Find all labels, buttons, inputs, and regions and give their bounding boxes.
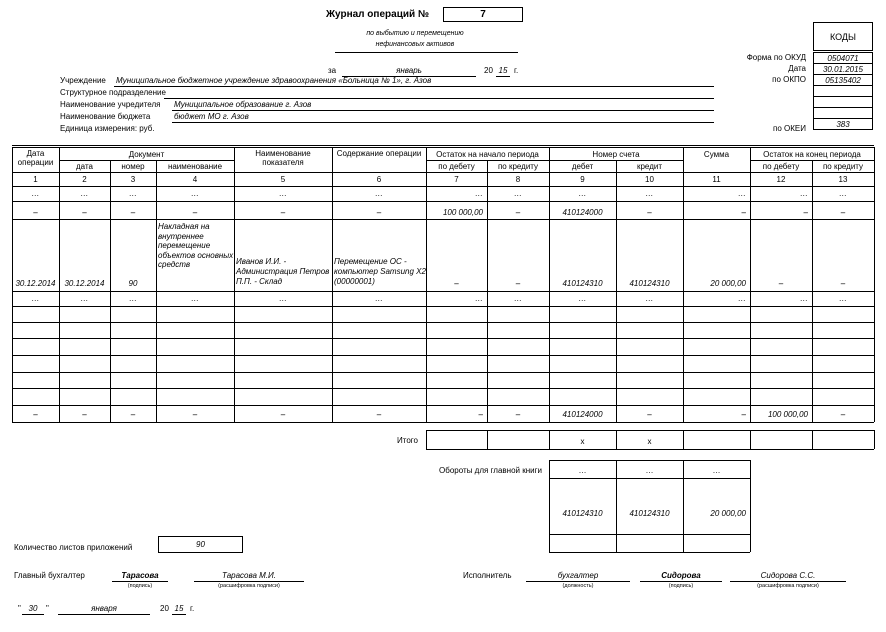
turnover-value: 410124310 bbox=[629, 509, 670, 518]
date-year-suffix: 15 bbox=[174, 604, 184, 613]
row-closing-cell: – bbox=[515, 410, 521, 419]
institution-value: Муниципальное бюджетное учреждение здравоохранения «Больница № 1», г. Азов bbox=[116, 76, 432, 85]
period-year-prefix: 20 bbox=[484, 66, 493, 75]
row-closing-cell: – bbox=[192, 410, 198, 419]
founder-label: Наименование учредителя bbox=[60, 100, 161, 109]
row-operation-cell: – bbox=[840, 279, 846, 288]
exec-name: Сидорова С.С. bbox=[760, 571, 816, 580]
okud-value: 0504071 bbox=[814, 53, 873, 64]
okpo-label: по ОКПО bbox=[772, 75, 806, 84]
row-operation-cell: 20 000,00 bbox=[710, 279, 746, 288]
turnover-label: Обороты для главной книги bbox=[439, 466, 542, 475]
col-number: 11 bbox=[712, 175, 721, 184]
row-opening-cell: – bbox=[33, 208, 38, 217]
col-number: 8 bbox=[515, 175, 521, 184]
row-dots-cell: … bbox=[578, 189, 587, 198]
period-prefix: за bbox=[328, 66, 337, 75]
row-closing-cell: 100 000,00 bbox=[767, 410, 808, 419]
exec-label: Исполнитель bbox=[463, 571, 512, 580]
row-operation-cell: 90 bbox=[128, 279, 138, 288]
row-operation-cell: – bbox=[454, 279, 459, 288]
founder-value: Муниципальное образование г. Азов bbox=[174, 100, 312, 109]
sub-end-credit: по кредиту bbox=[822, 162, 864, 171]
sub-doc-number: номер bbox=[121, 162, 145, 171]
header-sum: Сумма bbox=[703, 150, 730, 159]
row-opening-cell: – bbox=[803, 208, 808, 217]
row-dots-2-cell: … bbox=[31, 294, 40, 303]
row-closing-cell: – bbox=[741, 410, 746, 419]
budget-value: бюджет МО г. Азов bbox=[174, 112, 249, 121]
row-opening-cell: – bbox=[192, 208, 198, 217]
codes-table bbox=[813, 52, 873, 130]
col-number: 10 bbox=[645, 175, 654, 184]
row-operation-cell: – bbox=[778, 279, 784, 288]
sub-doc-name: наименование bbox=[167, 162, 223, 171]
row-operation-cell: – bbox=[515, 279, 521, 288]
header-document: Документ bbox=[128, 150, 165, 159]
row-operation-cell: 30.12.2014 bbox=[15, 279, 56, 288]
row-dots-cell: … bbox=[375, 189, 383, 198]
row-closing-cell: – bbox=[647, 410, 652, 419]
date-year-prefix: 20 bbox=[160, 604, 169, 613]
row-dots-2-cell: … bbox=[578, 294, 587, 303]
row-opening-cell: – bbox=[280, 208, 286, 217]
row-opening-cell: – bbox=[82, 208, 87, 217]
row-dots-2-cell: … bbox=[475, 294, 483, 303]
period-month: январь bbox=[396, 66, 422, 75]
exec-position-caption: (должность) bbox=[562, 583, 594, 589]
row-dots-cell: … bbox=[800, 189, 808, 198]
row-operation-cell: 410124310 bbox=[562, 279, 603, 288]
institution-label: Учреждение bbox=[60, 76, 106, 85]
code-row-4 bbox=[814, 86, 873, 97]
journal-subtitle-1: по выбытию и перемещению bbox=[366, 30, 464, 37]
row-operation-cell: Иванов И.И. - Администрация Петров П.П. - Склад bbox=[236, 257, 330, 286]
total-acc-debit: х bbox=[580, 437, 585, 446]
date-month: января bbox=[91, 604, 117, 613]
row-operation-cell: Перемещение ОС - компьютер Samsung X2 (00000001) bbox=[334, 257, 426, 286]
header-account: Номер счета bbox=[592, 150, 640, 159]
col-number: 6 bbox=[376, 175, 382, 184]
sub-start-credit: по кредиту bbox=[497, 162, 539, 171]
row-opening-cell: – bbox=[741, 208, 746, 217]
header-content: Содержание операции bbox=[336, 149, 422, 158]
row-opening-cell: – bbox=[840, 208, 846, 217]
row-dots-2-cell: … bbox=[80, 294, 89, 303]
date-value: 30.01.2015 bbox=[814, 64, 873, 75]
row-closing-cell: – bbox=[376, 410, 382, 419]
row-dots-cell: … bbox=[80, 189, 89, 198]
row-dots-2-cell: … bbox=[375, 294, 383, 303]
turnover-value: 410124310 bbox=[562, 509, 603, 518]
row-opening-cell: 410124000 bbox=[562, 208, 603, 217]
sub-start-debit: по дебету bbox=[438, 162, 475, 171]
journal-number: 7 bbox=[443, 7, 523, 22]
col-number: 5 bbox=[280, 175, 286, 184]
period-year-suffix: 15 bbox=[498, 66, 508, 75]
budget-label: Наименование бюджета bbox=[60, 112, 151, 121]
row-closing-cell: – bbox=[478, 410, 483, 419]
chief-label: Главный бухгалтер bbox=[14, 571, 85, 580]
col-number: 9 bbox=[580, 175, 585, 184]
row-dots-cell: … bbox=[645, 189, 654, 198]
row-dots-cell: … bbox=[738, 189, 746, 198]
col-number: 1 bbox=[33, 175, 38, 184]
sub-acc-debit: дебет bbox=[571, 162, 594, 171]
okei-label: по ОКЕИ bbox=[773, 124, 806, 133]
row-dots-cell: … bbox=[129, 189, 137, 198]
header-indicator: Наименование показателя bbox=[255, 149, 311, 167]
turnover-dots: … bbox=[578, 466, 587, 475]
chief-name-caption: (расшифровка подписи) bbox=[218, 583, 280, 589]
row-opening-cell: – bbox=[647, 208, 652, 217]
exec-position: бухгалтер bbox=[557, 571, 599, 580]
date-day: 30 bbox=[28, 604, 38, 613]
header-balance-end: Остаток на конец периода bbox=[763, 150, 861, 159]
row-operation-cell: 410124310 bbox=[629, 279, 670, 288]
row-dots-2-cell: … bbox=[279, 294, 287, 303]
row-closing-cell: – bbox=[840, 410, 846, 419]
turnover-dots: … bbox=[645, 466, 654, 475]
row-dots-2-cell: … bbox=[839, 294, 847, 303]
row-dots-cell: … bbox=[31, 189, 40, 198]
row-dots-2-cell: … bbox=[514, 294, 522, 303]
date-year-unit: г. bbox=[190, 604, 195, 613]
row-closing-cell: – bbox=[82, 410, 87, 419]
turnover-dots: … bbox=[712, 466, 721, 475]
exec-name-caption: (расшифровка подписи) bbox=[757, 583, 819, 589]
row-dots-cell: … bbox=[839, 189, 847, 198]
row-closing-cell: – bbox=[33, 410, 38, 419]
unit-label: Единица измерения: руб. bbox=[60, 124, 155, 133]
row-dots-cell: … bbox=[191, 189, 199, 198]
exec-sign-caption: (подпись) bbox=[668, 583, 694, 589]
journal-title: Журнал операций № bbox=[326, 9, 430, 20]
col-number: 3 bbox=[130, 175, 136, 184]
row-dots-2-cell: … bbox=[129, 294, 137, 303]
okei-value: 383 bbox=[814, 119, 873, 130]
exec-sign: Сидорова bbox=[661, 571, 701, 580]
row-dots-2-cell: … bbox=[645, 294, 654, 303]
row-dots-cell: … bbox=[475, 189, 483, 198]
okpo-value: 05135402 bbox=[814, 75, 873, 86]
okud-label: Форма по ОКУД bbox=[746, 53, 806, 62]
row-closing-cell: – bbox=[130, 410, 136, 419]
sub-doc-date: дата bbox=[76, 162, 93, 171]
row-opening-cell: – bbox=[376, 208, 382, 217]
date-quote-open: " bbox=[18, 604, 21, 613]
col-number: 4 bbox=[192, 175, 198, 184]
header-date: Дата операции bbox=[17, 149, 54, 167]
codes-title: КОДЫ bbox=[813, 22, 873, 51]
chief-sign: Тарасова bbox=[121, 571, 159, 580]
date-label: Дата bbox=[788, 64, 806, 73]
col-number: 13 bbox=[838, 175, 848, 184]
code-row-6 bbox=[814, 108, 873, 119]
row-opening-cell: 100 000,00 bbox=[442, 208, 483, 217]
col-number: 2 bbox=[82, 175, 87, 184]
header-balance-start: Остаток на начало периода bbox=[436, 150, 539, 159]
division-label: Структурное подразделение bbox=[60, 88, 166, 97]
col-number: 7 bbox=[454, 175, 459, 184]
row-dots-2-cell: … bbox=[738, 294, 746, 303]
code-row-5 bbox=[814, 97, 873, 108]
row-dots-cell: … bbox=[514, 189, 522, 198]
row-dots-2-cell: … bbox=[800, 294, 808, 303]
chief-sign-caption: (подпись) bbox=[127, 583, 153, 589]
row-opening-cell: – bbox=[515, 208, 521, 217]
row-dots-cell: … bbox=[279, 189, 287, 198]
journal-subtitle-2: нефинансовых активов bbox=[375, 41, 455, 48]
row-closing-cell: – bbox=[280, 410, 286, 419]
row-operation-cell: 30.12.2014 bbox=[64, 279, 105, 288]
chief-name: Тарасова М.И. bbox=[221, 571, 276, 580]
row-opening-cell: – bbox=[130, 208, 136, 217]
sub-end-debit: по дебету bbox=[762, 162, 800, 171]
attachments-value: 90 bbox=[158, 536, 243, 553]
total-acc-credit: х bbox=[647, 437, 652, 446]
row-closing-cell: 410124000 bbox=[562, 410, 603, 419]
period-year-unit: г. bbox=[514, 66, 519, 75]
date-quote-close: " bbox=[46, 604, 49, 613]
row-operation-cell: Накладная на внутреннее перемещение объектов основных средств bbox=[158, 222, 234, 269]
attachments-label: Количество листов приложений bbox=[14, 543, 133, 552]
total-label: Итого bbox=[397, 436, 418, 445]
col-number: 12 bbox=[776, 175, 786, 184]
turnover-value: 20 000,00 bbox=[710, 509, 746, 518]
row-dots-2-cell: … bbox=[191, 294, 199, 303]
sub-acc-credit: кредит bbox=[636, 162, 663, 171]
